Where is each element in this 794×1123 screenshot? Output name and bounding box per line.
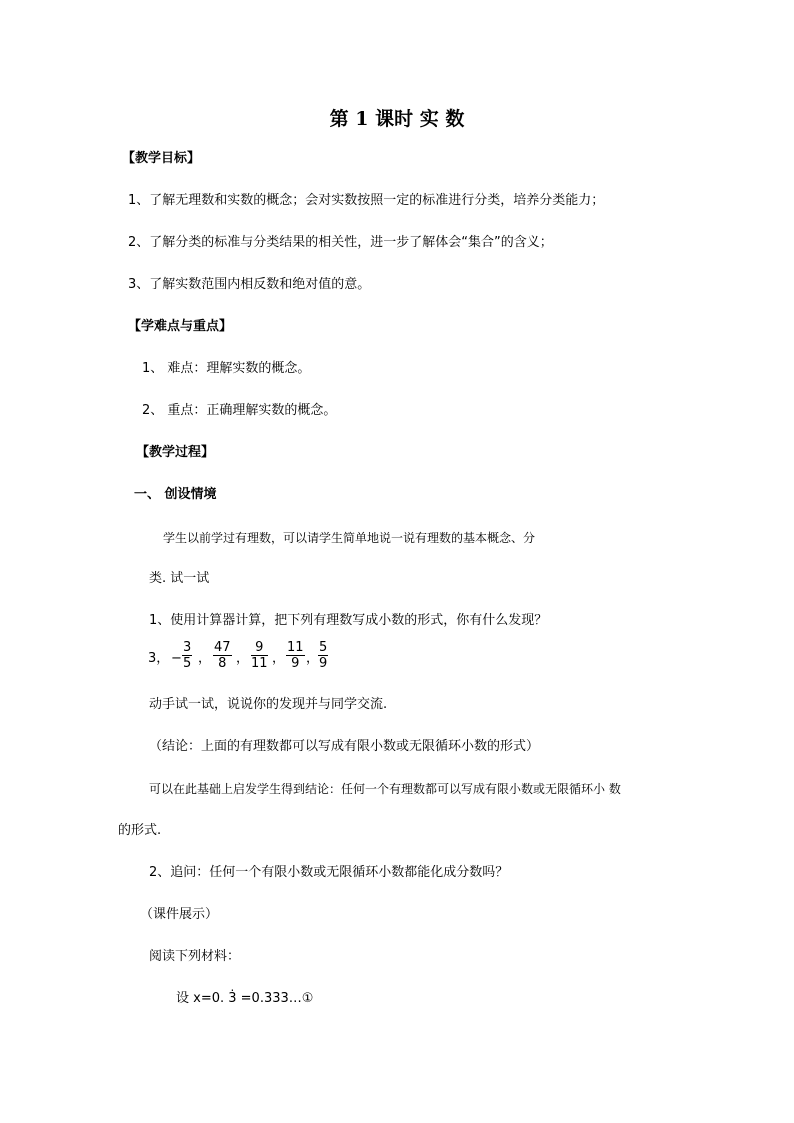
denominator: 9	[319, 656, 328, 671]
paragraph-5-line-2: 的形式.	[118, 823, 162, 838]
question-2: 2、追问：任何一个有限小数或无限循环小数都能化成分数吗？	[149, 865, 509, 880]
comma: ，	[198, 651, 212, 666]
comma: ，	[306, 651, 320, 666]
paragraph-2: 类. 试一试	[149, 571, 210, 586]
section-heading-process: 【教学过程】	[136, 445, 215, 460]
numerator: 47	[214, 640, 231, 655]
courseware-note: （课件展示）	[140, 907, 219, 922]
fraction-5	[318, 640, 328, 671]
goal-item-3: 3、了解实数范围内相反数和绝对值的意。	[128, 277, 371, 292]
denominator: 5	[183, 656, 192, 671]
conclusion-note: （结论：上面的有理数都可以写成有限小数或无限循环小数的形式）	[149, 739, 540, 754]
goal-item-2: 2、了解分类的标准与分类结果的相关性，进一步了解体会“集合”的含义；	[128, 235, 553, 250]
fraction-2	[213, 640, 232, 671]
fraction-3	[251, 640, 268, 671]
denominator: 9	[291, 656, 300, 671]
key-item-1: 1、 难点：理解实数的概念。	[142, 361, 311, 376]
section-heading-key-points: 【学难点与重点】	[128, 319, 233, 334]
numerator: 11	[287, 640, 304, 655]
comma: ，	[272, 651, 286, 666]
numerator: 3	[183, 640, 192, 655]
numerator: 9	[255, 640, 264, 655]
key-item-2: 2、 重点：正确理解实数的概念。	[142, 403, 337, 418]
paragraph-5-line-1: 可以在此基础上启发学生得到结论：任何一个有理数都可以写成有限小数或无限循环小 数	[149, 782, 621, 796]
page-title: 第 1 课时 实 数	[329, 108, 465, 130]
reading-prompt: 阅读下列材料：	[149, 949, 241, 964]
paragraph-1: 学生以前学过有理数，可以请学生简单地说一说有理数的基本概念、分	[163, 531, 536, 545]
paragraph-3: 动手试一试，说说你的发现并与同学交流.	[149, 697, 388, 712]
section-heading-goals: 【教学目标】	[122, 151, 201, 166]
list-lead: 3，	[148, 651, 170, 666]
fraction-4	[286, 640, 305, 671]
numerator: 5	[319, 640, 328, 655]
fraction-1	[182, 640, 192, 671]
goal-item-1: 1、了解无理数和实数的概念；会对实数按照一定的标准进行分类，培养分类能力；	[128, 193, 605, 208]
minus-sign: −	[171, 651, 182, 666]
step-heading-1: 一、 创设情境	[134, 487, 217, 502]
denominator: 11	[251, 656, 268, 671]
question-1: 1、使用计算器计算，把下列有理数写成小数的形式，你有什么发现？	[149, 613, 548, 628]
comma: ，	[236, 651, 250, 666]
equation-1: 设 x=0. 3̇ =0.333…①	[176, 991, 314, 1006]
denominator: 8	[218, 656, 227, 671]
